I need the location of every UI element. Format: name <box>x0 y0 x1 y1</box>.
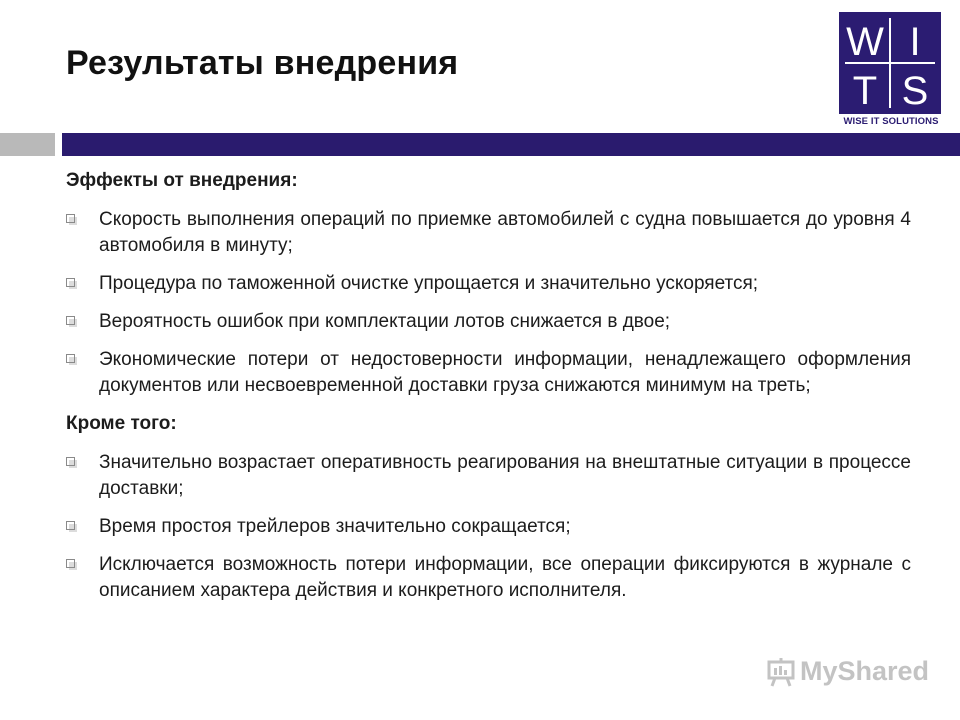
additional-heading: Кроме того: <box>66 413 177 434</box>
logo-letter-t: T <box>852 69 878 113</box>
list-item <box>66 271 911 297</box>
wits-logo <box>837 10 945 128</box>
logo-letter-s: S <box>901 69 929 113</box>
title-rule-navy <box>62 133 960 156</box>
watermark-text: MyShared <box>800 656 930 686</box>
effects-list <box>66 207 911 399</box>
title-rule-grey <box>0 133 55 156</box>
square-bullet-icon <box>66 278 77 289</box>
list-item <box>66 347 911 399</box>
presentation-icon <box>766 657 796 687</box>
logo-tagline: WISE IT SOLUTIONS <box>843 116 939 127</box>
effects-heading: Эффекты от внедрения: <box>66 170 298 191</box>
square-bullet-icon <box>66 354 77 365</box>
list-item <box>66 207 911 259</box>
list-item-text: Время простоя трейлеров значительно сокращается; <box>99 516 571 537</box>
slide-body <box>66 168 911 616</box>
additional-list <box>66 450 911 604</box>
square-bullet-icon <box>66 214 77 225</box>
list-item <box>66 309 911 335</box>
list-item-text: Вероятность ошибок при комплектации лотов снижается в двое; <box>99 311 671 332</box>
logo-letter-i: I <box>909 20 921 64</box>
list-item-text: Процедура по таможенной очистке упрощается и значительно ускоряется; <box>99 273 759 294</box>
square-bullet-icon <box>66 457 77 468</box>
list-item <box>66 514 911 540</box>
logo-letter-w: W <box>846 20 884 64</box>
list-item-text: Скорость выполнения операций по приемке автомобилей с судна повышается до уровня 4 автомобиля в минуту; <box>99 209 911 256</box>
logo-mark <box>839 12 941 114</box>
list-item-text: Экономические потери от недостоверности информации, ненадлежащего оформления документов или несвоевременной доставки груза снижаются минимум на треть; <box>99 349 911 396</box>
list-item <box>66 450 911 502</box>
square-bullet-icon <box>66 521 77 532</box>
list-item <box>66 552 911 604</box>
logo-letters-graphic <box>839 12 941 114</box>
list-item-text: Значительно возрастает оперативность реагирования на внештатные ситуации в процессе доставки; <box>99 452 911 499</box>
myshared-watermark <box>766 656 929 687</box>
square-bullet-icon <box>66 316 77 327</box>
slide-title: Результаты внедрения <box>66 44 459 82</box>
list-item-text: Исключается возможность потери информации, все операции фиксируются в журнале с описанием характера действия и конкретного исполнителя. <box>99 554 911 601</box>
square-bullet-icon <box>66 559 77 570</box>
